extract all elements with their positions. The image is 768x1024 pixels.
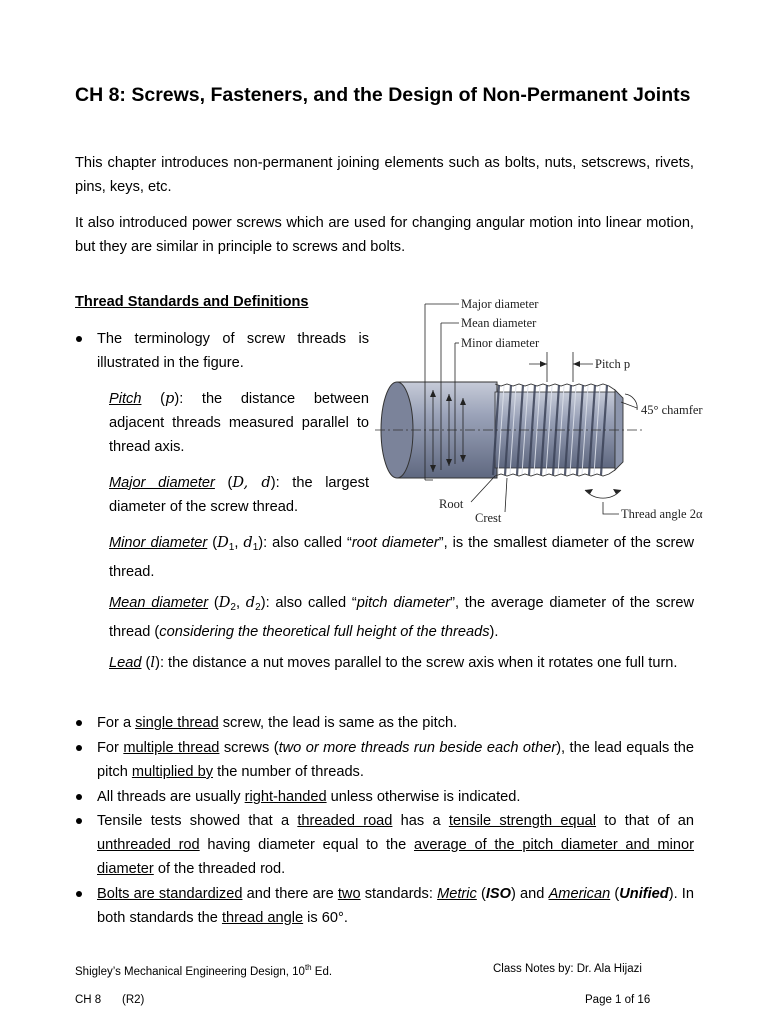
- label-root: Root: [439, 497, 464, 511]
- label-major-diameter: Major diameter: [461, 297, 539, 311]
- intro-paragraph-1: This chapter introduces non-permanent joining elements such as bolts, nuts, setscrews, rivets, pins, keys, etc.: [75, 155, 694, 195]
- root-leader: [471, 476, 495, 502]
- label-crest: Crest: [475, 511, 502, 525]
- bullet-dot: [76, 891, 82, 897]
- label-thread-angle: Thread angle 2α: [621, 507, 703, 521]
- definition-major-diameter: Major diameter (D, d): the largest diameter of the screw thread.: [109, 474, 369, 515]
- definition-pitch: Pitch (p): the distance between adjacent threads measured parallel to thread axis.: [109, 390, 369, 455]
- footer-book: Shigley’s Mechanical Engineering Design, 10th Ed.: [75, 963, 333, 978]
- bullet-dot: [76, 818, 82, 824]
- screw-thread-figure: [375, 290, 755, 530]
- bullet-tensile-tests: Tensile tests showed that a threaded road has a tensile strength equal to that of an unthreaded rod having diameter equal to the average of the pitch diameter and minor diameter of the threaded rod.: [97, 813, 695, 877]
- bullet-multiple-thread: For multiple thread screws (two or more threads run beside each other), the lead equals the pitch multiplied by the number of threads.: [97, 740, 694, 780]
- bullet-dot: [76, 745, 82, 751]
- bullet-single-thread: For a single thread screw, the lead is same as the pitch.: [97, 715, 458, 731]
- page-title: CH 8: Screws, Fasteners, and the Design of Non-Permanent Joints: [75, 84, 691, 106]
- footer-chapter: CH 8: [75, 994, 102, 1006]
- crest-leader: [505, 478, 507, 512]
- intro-paragraph-2: It also introduced power screws which are used for changing angular motion into linear motion, but they are similar in principle to screws and bolts.: [75, 215, 694, 255]
- definition-minor-diameter: Minor diameter ($D_1$, $d_1$): also called “root diameter”, is the smallest diameter of the screw thread.: [109, 534, 695, 580]
- bullet-standards: Bolts are standardized and there are two standards: Metric (ISO) and American (Unified). In both standards the thread angle is 60°.: [97, 886, 694, 926]
- definition-lead: Lead (l): the distance a nut moves parallel to the screw axis when it rotates one full turn.: [109, 654, 678, 671]
- footer-page-number: Page 1 of 16: [585, 994, 651, 1006]
- pitch-arrow-left: [540, 361, 547, 367]
- section-heading: Thread Standards and Definitions: [75, 294, 309, 310]
- bullet-dot: [76, 794, 82, 800]
- pitch-arrow-right: [573, 361, 580, 367]
- footer-revision: (R2): [122, 994, 145, 1006]
- bullet-dot: [76, 720, 82, 726]
- footer-notes: Class Notes by: Dr. Ala Hijazi: [493, 963, 642, 975]
- bullet-terminology: The terminology of screw threads is illustrated in the figure.: [97, 331, 369, 371]
- label-mean-diameter: Mean diameter: [461, 316, 537, 330]
- label-chamfer: 45° chamfer: [641, 403, 703, 417]
- bullet-right-handed: All threads are usually right-handed unless otherwise is indicated.: [97, 789, 521, 805]
- label-minor-diameter: Minor diameter: [461, 336, 540, 350]
- definition-mean-diameter: Mean diameter ($D_2$, $d_2$): also called “pitch diameter”, the average diameter of the screw thread (considering the theoretical full height of the threads).: [109, 594, 694, 640]
- pitch-dimension: [529, 352, 593, 382]
- label-pitch: Pitch p: [595, 357, 631, 371]
- bullet-dot: [76, 336, 82, 342]
- thread-angle-leader: [603, 502, 619, 514]
